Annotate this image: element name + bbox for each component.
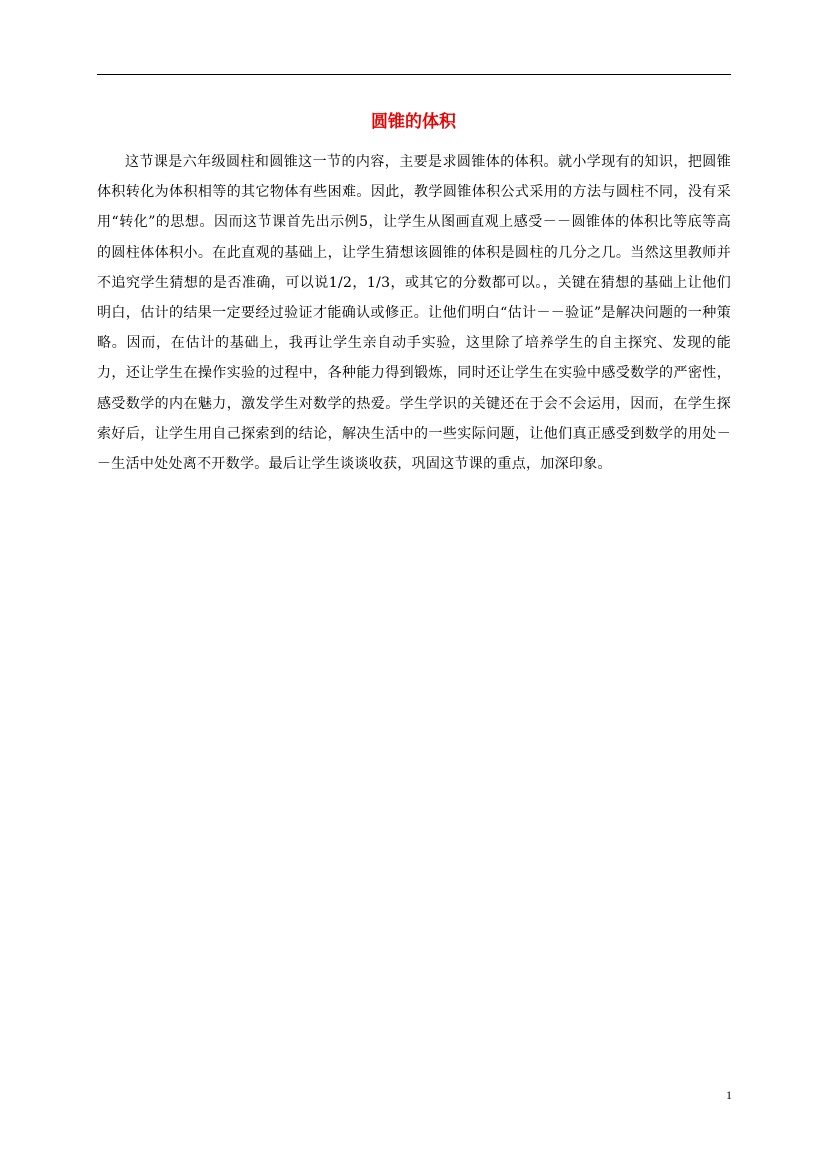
page-number: 1: [726, 1088, 732, 1102]
header-rule: [97, 74, 731, 75]
body-paragraph: 这节课是六年级圆柱和圆锥这一节的内容，主要是求圆锥体的体积。就小学现有的知识，把圆锥体积转化为体积相等的其它物体有些困难。因此，教学圆锥体积公式采用的方法与圆柱不同，没有采用“转化”的思想。因而这节课首先出示例5，让学生从图画直观上感受－－圆锥体的体积比等底等高的圆柱体体积小。在此直观的基础上，让学生猜想该圆锥的体积是圆柱的几分之几。当然这里教师并不追究学生猜想的是否准确，可以说1/2，1/3，或其它的分数都可以。，关键在猜想的基础上让他们明白，估计的结果一定要经过验证才能确认或修正。让他们明白“估计－－验证”是解决问题的一种策略。因而，在估计的基础上，我再让学生亲自动手实验，这里除了培养学生的自主探究、发现的能力，还让学生在操作实验的过程中，各种能力得到锻炼，同时还让学生在实验中感受数学的严密性，感受数学的内在魅力，激发学生对数学的热爱。学生学识的关键还在于会不会运用，因而，在学生探索好后，让学生用自己探索到的结论，解决生活中的一些实际问题，让他们真正感受到数学的用处－－生活中处处离不开数学。最后让学生谈谈收获，巩固这节课的重点，加深印象。: [97, 154, 731, 473]
document-title: 圆锥的体积: [371, 112, 456, 132]
